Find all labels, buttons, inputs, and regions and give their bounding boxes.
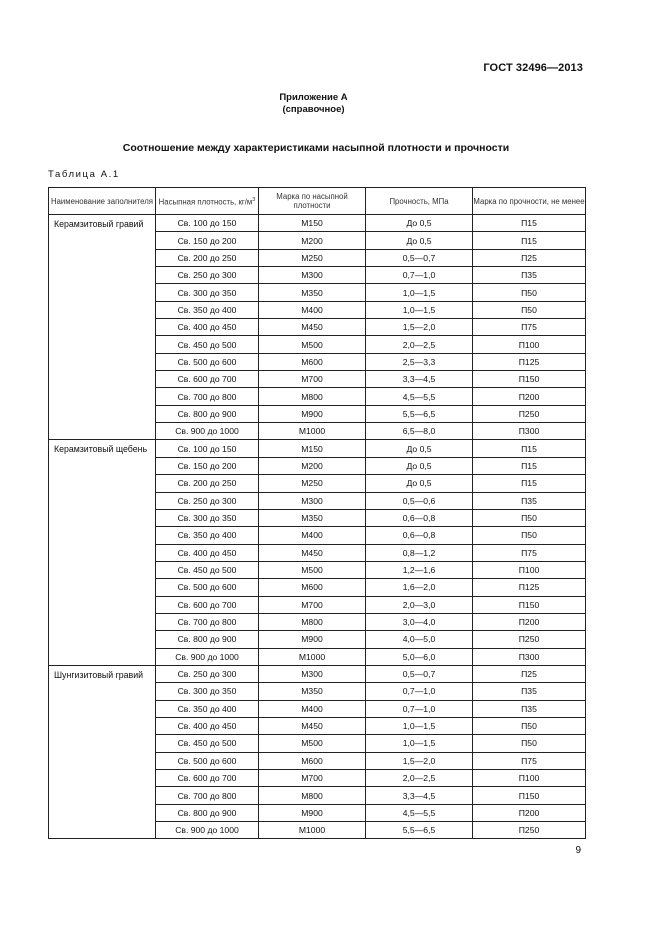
- header-filler: Наименование заполнителя: [49, 188, 156, 215]
- strength-cell: До 0,5: [366, 215, 473, 232]
- density-cell: Св. 300 до 350: [156, 509, 259, 526]
- strength-cell: 0,5—0,7: [366, 665, 473, 682]
- density-grade-cell: М250: [259, 249, 366, 266]
- density-grade-cell: М800: [259, 613, 366, 630]
- table-header-row: [49, 188, 586, 215]
- density-grade-cell: М700: [259, 770, 366, 787]
- density-cell: Св. 450 до 500: [156, 735, 259, 752]
- density-grade-cell: М250: [259, 475, 366, 492]
- density-cell: Св. 100 до 150: [156, 215, 259, 232]
- strength-grade-cell: П125: [473, 353, 586, 370]
- strength-cell: 0,7—1,0: [366, 700, 473, 717]
- header-density-grade: Марка по насыпной плотности: [259, 188, 366, 215]
- header-strength: Прочность, МПа: [366, 188, 473, 215]
- density-cell: Св. 800 до 900: [156, 804, 259, 821]
- strength-grade-cell: П200: [473, 613, 586, 630]
- density-grade-cell: М150: [259, 440, 366, 457]
- strength-grade-cell: П150: [473, 371, 586, 388]
- strength-cell: До 0,5: [366, 232, 473, 249]
- strength-grade-cell: П250: [473, 405, 586, 422]
- density-cell: Св. 400 до 450: [156, 717, 259, 734]
- header-strength-grade: Марка по прочности, не менее: [473, 188, 586, 215]
- density-grade-cell: М700: [259, 596, 366, 613]
- strength-cell: 1,5—2,0: [366, 319, 473, 336]
- density-grade-cell: М600: [259, 579, 366, 596]
- strength-grade-cell: П200: [473, 804, 586, 821]
- density-cell: Св. 700 до 800: [156, 787, 259, 804]
- density-grade-cell: М300: [259, 665, 366, 682]
- strength-cell: 1,2—1,6: [366, 561, 473, 578]
- density-grade-cell: М350: [259, 509, 366, 526]
- density-grade-cell: М600: [259, 353, 366, 370]
- density-cell: Св. 450 до 500: [156, 561, 259, 578]
- density-grade-cell: М350: [259, 683, 366, 700]
- density-grade-cell: М450: [259, 717, 366, 734]
- strength-cell: 4,5—5,5: [366, 388, 473, 405]
- density-grade-cell: М500: [259, 561, 366, 578]
- strength-grade-cell: П35: [473, 492, 586, 509]
- strength-grade-cell: П75: [473, 319, 586, 336]
- strength-cell: 0,5—0,6: [366, 492, 473, 509]
- appendix-heading: [0, 92, 627, 116]
- density-cell: Св. 250 до 300: [156, 492, 259, 509]
- strength-grade-cell: П50: [473, 301, 586, 318]
- strength-grade-cell: П15: [473, 457, 586, 474]
- density-cell: Св. 500 до 600: [156, 752, 259, 769]
- density-cell: Св. 100 до 150: [156, 440, 259, 457]
- strength-cell: 3,0—4,0: [366, 613, 473, 630]
- appendix-subtitle: (справочное): [282, 104, 345, 115]
- density-cell: Св. 200 до 250: [156, 249, 259, 266]
- strength-grade-cell: П35: [473, 700, 586, 717]
- density-cell: Св. 250 до 300: [156, 665, 259, 682]
- density-cell: Св. 350 до 400: [156, 700, 259, 717]
- table-row: [49, 665, 586, 682]
- strength-cell: 0,6—0,8: [366, 527, 473, 544]
- density-cell: Св. 600 до 700: [156, 596, 259, 613]
- strength-grade-cell: П75: [473, 544, 586, 561]
- strength-cell: 1,6—2,0: [366, 579, 473, 596]
- strength-grade-cell: П100: [473, 561, 586, 578]
- strength-grade-cell: П300: [473, 648, 586, 665]
- table-label: Таблица А.1: [48, 169, 120, 180]
- strength-grade-cell: П50: [473, 717, 586, 734]
- strength-grade-cell: П25: [473, 249, 586, 266]
- strength-grade-cell: П125: [473, 579, 586, 596]
- strength-grade-cell: П15: [473, 232, 586, 249]
- strength-cell: 3,3—4,5: [366, 787, 473, 804]
- strength-cell: До 0,5: [366, 457, 473, 474]
- density-grade-cell: М800: [259, 388, 366, 405]
- density-grade-cell: М350: [259, 284, 366, 301]
- density-grade-cell: М450: [259, 544, 366, 561]
- density-grade-cell: М400: [259, 700, 366, 717]
- density-cell: Св. 300 до 350: [156, 284, 259, 301]
- density-grade-cell: М900: [259, 405, 366, 422]
- density-grade-cell: М400: [259, 301, 366, 318]
- density-grade-cell: М300: [259, 267, 366, 284]
- strength-cell: 4,5—5,5: [366, 804, 473, 821]
- strength-grade-cell: П50: [473, 509, 586, 526]
- filler-name-cell: Керамзитовый гравий: [49, 215, 156, 440]
- strength-grade-cell: П15: [473, 440, 586, 457]
- document-code: ГОСТ 32496—2013: [483, 62, 583, 74]
- strength-cell: 0,6—0,8: [366, 509, 473, 526]
- strength-grade-cell: П150: [473, 596, 586, 613]
- strength-grade-cell: П35: [473, 683, 586, 700]
- density-grade-cell: М800: [259, 787, 366, 804]
- density-grade-cell: М500: [259, 735, 366, 752]
- strength-cell: 2,5—3,3: [366, 353, 473, 370]
- header-density-text: Насыпная плотность, кг/м: [158, 197, 253, 207]
- density-grade-cell: М1000: [259, 822, 366, 839]
- density-cell: Св. 350 до 400: [156, 301, 259, 318]
- density-cell: Св. 150 до 200: [156, 232, 259, 249]
- strength-grade-cell: П15: [473, 215, 586, 232]
- strength-cell: 6,5—8,0: [366, 423, 473, 440]
- strength-grade-cell: П300: [473, 423, 586, 440]
- strength-cell: 2,0—2,5: [366, 770, 473, 787]
- density-cell: Св. 600 до 700: [156, 371, 259, 388]
- filler-name-cell: Керамзитовый щебень: [49, 440, 156, 665]
- density-cell: Св. 800 до 900: [156, 405, 259, 422]
- density-grade-cell: М900: [259, 804, 366, 821]
- density-cell: Св. 900 до 1000: [156, 423, 259, 440]
- density-cell: Св. 500 до 600: [156, 579, 259, 596]
- strength-cell: 0,8—1,2: [366, 544, 473, 561]
- strength-cell: 5,0—6,0: [366, 648, 473, 665]
- strength-grade-cell: П25: [473, 665, 586, 682]
- section-title: Соотношение между характеристиками насыпной плотности и прочности: [122, 142, 510, 154]
- strength-grade-cell: П75: [473, 752, 586, 769]
- table-row: [49, 440, 586, 457]
- strength-grade-cell: П250: [473, 822, 586, 839]
- density-grade-cell: М200: [259, 232, 366, 249]
- header-density-sup: 3: [252, 196, 256, 203]
- strength-cell: 5,5—6,5: [366, 822, 473, 839]
- density-cell: Св. 350 до 400: [156, 527, 259, 544]
- density-grade-cell: М300: [259, 492, 366, 509]
- density-cell: Св. 800 до 900: [156, 631, 259, 648]
- density-grade-cell: М900: [259, 631, 366, 648]
- page-number: 9: [575, 845, 581, 856]
- density-grade-cell: М700: [259, 371, 366, 388]
- data-table: [48, 187, 586, 839]
- density-cell: Св. 150 до 200: [156, 457, 259, 474]
- strength-cell: 1,0—1,5: [366, 735, 473, 752]
- density-cell: Св. 400 до 450: [156, 319, 259, 336]
- strength-cell: 2,0—3,0: [366, 596, 473, 613]
- strength-grade-cell: П250: [473, 631, 586, 648]
- density-grade-cell: М150: [259, 215, 366, 232]
- strength-cell: 1,5—2,0: [366, 752, 473, 769]
- density-grade-cell: М500: [259, 336, 366, 353]
- density-grade-cell: М600: [259, 752, 366, 769]
- density-grade-cell: М200: [259, 457, 366, 474]
- strength-grade-cell: П35: [473, 267, 586, 284]
- density-cell: Св. 700 до 800: [156, 613, 259, 630]
- density-cell: Св. 400 до 450: [156, 544, 259, 561]
- density-cell: Св. 250 до 300: [156, 267, 259, 284]
- table-body: [49, 215, 586, 839]
- table-row: [49, 215, 586, 232]
- strength-grade-cell: П50: [473, 735, 586, 752]
- strength-grade-cell: П100: [473, 336, 586, 353]
- density-cell: Св. 200 до 250: [156, 475, 259, 492]
- strength-cell: 1,0—1,5: [366, 301, 473, 318]
- strength-cell: 1,0—1,5: [366, 284, 473, 301]
- strength-grade-cell: П100: [473, 770, 586, 787]
- appendix-title: Приложение А: [279, 92, 348, 103]
- density-grade-cell: М450: [259, 319, 366, 336]
- strength-grade-cell: П200: [473, 388, 586, 405]
- density-cell: Св. 450 до 500: [156, 336, 259, 353]
- density-cell: Св. 600 до 700: [156, 770, 259, 787]
- density-grade-cell: М400: [259, 527, 366, 544]
- strength-cell: 0,7—1,0: [366, 683, 473, 700]
- strength-grade-cell: П50: [473, 284, 586, 301]
- density-cell: Св. 900 до 1000: [156, 822, 259, 839]
- strength-grade-cell: П50: [473, 527, 586, 544]
- density-cell: Св. 900 до 1000: [156, 648, 259, 665]
- density-cell: Св. 300 до 350: [156, 683, 259, 700]
- strength-cell: До 0,5: [366, 475, 473, 492]
- strength-cell: 0,7—1,0: [366, 267, 473, 284]
- strength-cell: До 0,5: [366, 440, 473, 457]
- strength-cell: 1,0—1,5: [366, 717, 473, 734]
- density-cell: Св. 700 до 800: [156, 388, 259, 405]
- density-cell: Св. 500 до 600: [156, 353, 259, 370]
- strength-cell: 5,5—6,5: [366, 405, 473, 422]
- strength-cell: 0,5—0,7: [366, 249, 473, 266]
- strength-cell: 3,3—4,5: [366, 371, 473, 388]
- density-grade-cell: М1000: [259, 423, 366, 440]
- strength-cell: 2,0—2,5: [366, 336, 473, 353]
- strength-grade-cell: П150: [473, 787, 586, 804]
- strength-cell: 4,0—5,0: [366, 631, 473, 648]
- density-grade-cell: М1000: [259, 648, 366, 665]
- filler-name-cell: Шунгизитовый гравий: [49, 665, 156, 838]
- strength-grade-cell: П15: [473, 475, 586, 492]
- header-density: [156, 188, 259, 215]
